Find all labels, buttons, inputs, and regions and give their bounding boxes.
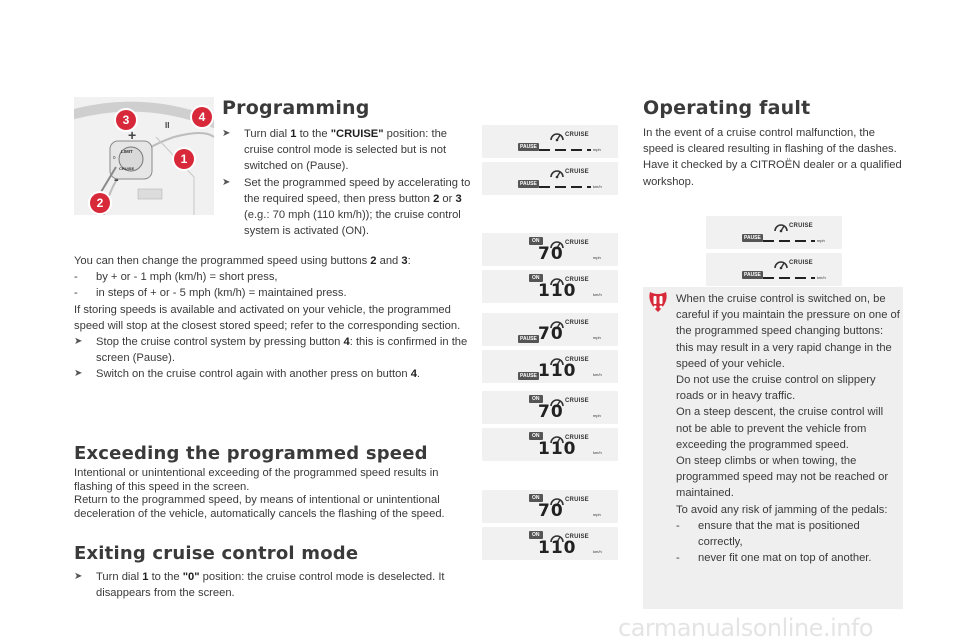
programming-title: Programming: [222, 97, 370, 119]
pause-tag: PAUSE: [520, 373, 537, 379]
cruise-label: CRUISE: [565, 240, 589, 246]
cruise-label: CRUISE: [565, 132, 589, 138]
speedometer-icon: [550, 130, 564, 142]
cruise-label: CRUISE: [789, 223, 813, 229]
fault-paragraph-2: Have it checked by a CITROËN dealer or a qualified workshop.: [643, 159, 902, 188]
speed-value: 70: [538, 501, 564, 521]
speed-value: 70: [538, 244, 564, 264]
speed-unit: km/h: [593, 184, 602, 189]
cruise-label: CRUISE: [565, 320, 589, 326]
on-tag: ON: [529, 274, 543, 282]
speed-unit: km/h: [593, 292, 602, 297]
switch-on-step: ➤ Switch on the cruise control again with another press on button 4.: [74, 366, 476, 382]
minus-symbol: -: [114, 171, 119, 187]
cruise-label: CRUISE: [565, 357, 589, 363]
warning-text: [676, 291, 900, 566]
arrow-bullet-icon: ➤: [74, 336, 83, 348]
arrow-bullet-icon: ➤: [222, 128, 231, 139]
cruise-display-panel: [706, 216, 842, 249]
speed-unit: km/h: [817, 275, 826, 280]
speed-unit: km/h: [593, 372, 602, 377]
warning-paragraph-1: When the cruise control is switched on, be careful if you maintain the pressure on one of the programmed speed changing buttons: this may result in a very rapid change in the speed of your vehicle.: [676, 293, 900, 370]
exiting-text: [74, 569, 476, 601]
dash-item-maintained-press: - in steps of + or - 5 mph (km/h) = maintained press.: [74, 287, 347, 300]
speed-unit: mph: [593, 147, 601, 152]
speed-value: 70: [538, 324, 564, 344]
speedometer-icon: [550, 167, 564, 179]
exceeding-text: [74, 467, 474, 521]
speed-dashes: [763, 240, 815, 242]
speed-unit: km/h: [593, 450, 602, 455]
operating-fault-title: Operating fault: [643, 97, 811, 119]
arrow-bullet-icon: ➤: [222, 176, 231, 188]
pause-tag: PAUSE: [520, 336, 537, 342]
cruise-dial-label: CRUISE: [119, 166, 135, 171]
cruise-label: CRUISE: [565, 534, 589, 540]
cruise-label: CRUISE: [565, 398, 589, 404]
speed-value: 70: [538, 402, 564, 422]
cruise-label: CRUISE: [565, 169, 589, 175]
limit-label: LIMIT: [121, 149, 133, 154]
speed-value: 110: [538, 281, 577, 301]
warning-dash-1: - ensure that the mat is positioned correctly,: [676, 519, 860, 549]
on-tag: ON: [529, 395, 543, 403]
programming-steps: [222, 126, 474, 239]
on-tag: ON: [529, 432, 543, 440]
speed-unit: mph: [593, 255, 601, 260]
speed-dashes: [539, 149, 591, 151]
cruise-display-panel: [482, 313, 618, 346]
cruise-label: CRUISE: [789, 260, 813, 266]
on-tag: ON: [529, 237, 543, 245]
programming-step-1: ➤ Turn dial 1 to the "CRUISE" position: the cruise control mode is selected but is not switched on (Pause).: [222, 128, 448, 173]
on-tag: ON: [529, 531, 543, 539]
speed-dashes: [539, 186, 591, 188]
callout-2: 2: [90, 193, 110, 213]
pause-tag: PAUSE: [520, 181, 537, 187]
change-speed-text: You can then change the programmed speed using buttons 2 and 3:: [74, 255, 411, 267]
watermark: carmanualsonline.info: [618, 614, 874, 642]
speedometer-icon: [774, 258, 788, 270]
pause-tag: PAUSE: [520, 144, 537, 150]
callout-1: 1: [174, 149, 194, 169]
programming-step-2: ➤ Set the programmed speed by accelerating to the required speed, then press button 2 or 3 (e.g.: 70 mph (110 km/h)); the cruise control system is activated (ON).: [222, 176, 471, 238]
cruise-display-panel: [482, 527, 618, 560]
speed-unit: mph: [593, 512, 601, 517]
speed-dashes: [763, 277, 815, 279]
exiting-title: Exiting cruise control mode: [74, 543, 359, 564]
speed-unit: km/h: [593, 549, 602, 554]
callout-4: 4: [192, 107, 212, 127]
cruise-label: CRUISE: [565, 435, 589, 441]
programming-details: [74, 253, 476, 383]
speedometer-icon: [774, 221, 788, 233]
pause-symbol: II: [165, 121, 170, 130]
speed-value: 110: [538, 361, 577, 381]
exceeding-title: Exceeding the programmed speed: [74, 443, 428, 464]
storing-speeds-text: If storing speeds is available and activated on your vehicle, the programmed speed will stop at the closest stored speed; refer to the corresponding section.: [74, 303, 461, 332]
cruise-display-panel: [482, 270, 618, 303]
speed-value: 110: [538, 538, 577, 558]
cruise-display-panel: [482, 428, 618, 461]
pause-tag: PAUSE: [744, 272, 761, 278]
cruise-display-panel: [482, 233, 618, 266]
pause-tag: PAUSE: [744, 235, 761, 241]
fault-paragraph-1: In the event of a cruise control malfunction, the speed is cleared resulting in flashing of the dashes.: [643, 127, 897, 156]
steering-controls-illustration: [74, 97, 214, 215]
speed-value: 110: [538, 439, 577, 459]
cruise-display-panel: [482, 490, 618, 523]
operating-fault-text: [643, 125, 905, 190]
warning-icon: [647, 292, 669, 312]
warning-dash-2: - never fit one mat on top of another.: [676, 552, 872, 565]
cruise-display-panel: [482, 391, 618, 424]
warning-paragraph-5: To avoid any risk of jamming of the pedals:: [676, 503, 888, 516]
warning-paragraph-4: On steep climbs or when towing, the programmed speed may not be reached or maintained.: [676, 455, 889, 500]
exiting-step: ➤ Turn dial 1 to the "0" position: the cruise control mode is deselected. It disappears from the screen.: [74, 571, 445, 600]
exceeding-paragraph-2: Return to the programmed speed, by means of intentional or unintentional deceleration of the vehicle, automatically cancels the flashing of the speed.: [74, 494, 445, 520]
warning-paragraph-2: Do not use the cruise control on slippery roads or in heavy traffic.: [676, 374, 876, 403]
zero-label: 0: [113, 155, 116, 160]
arrow-bullet-icon: ➤: [74, 368, 83, 380]
cruise-display-panel: [482, 162, 618, 195]
exceeding-paragraph-1: Intentional or unintentional exceeding of the programmed speed results in flashing of this speed in the screen.: [74, 467, 439, 493]
cruise-label: CRUISE: [565, 497, 589, 503]
speed-unit: mph: [817, 238, 825, 243]
arrow-bullet-icon: ➤: [74, 571, 83, 582]
dash-item-short-press: - by + or - 1 mph (km/h) = short press,: [74, 271, 278, 284]
on-tag: ON: [529, 494, 543, 502]
speed-unit: mph: [593, 335, 601, 340]
cruise-label: CRUISE: [565, 277, 589, 283]
stop-step: ➤ Stop the cruise control system by pressing button 4: this is confirmed in the screen (Pause).: [74, 336, 468, 365]
speed-unit: mph: [593, 413, 601, 418]
cruise-display-panel: [706, 253, 842, 286]
cruise-display-panel: [482, 350, 618, 383]
warning-paragraph-3: On a steep descent, the cruise control will not be able to prevent the vehicle from exceeding the programmed speed.: [676, 406, 884, 451]
cruise-display-panel: [482, 125, 618, 158]
callout-3: 3: [116, 110, 136, 130]
plus-symbol: +: [128, 127, 137, 143]
